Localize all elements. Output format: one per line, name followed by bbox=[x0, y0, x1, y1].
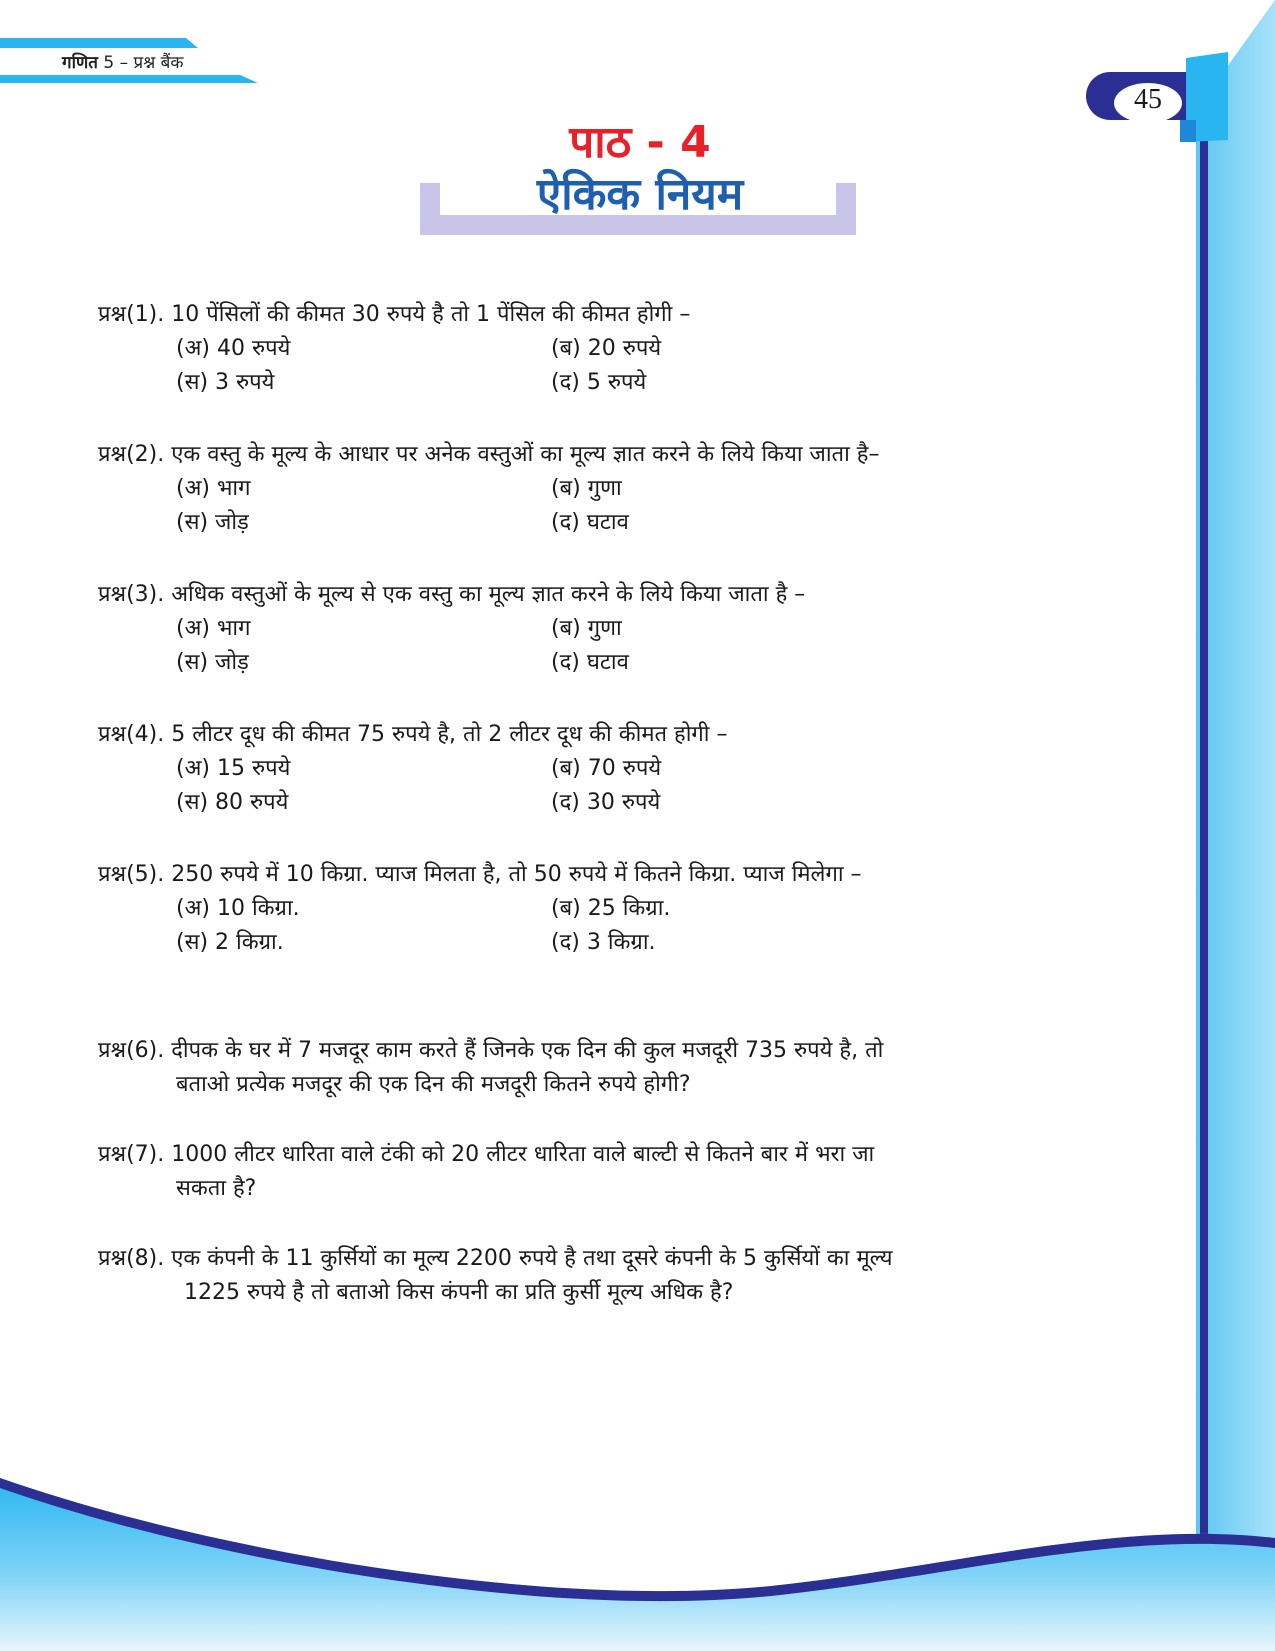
question-7 bbox=[98, 1138, 1158, 1206]
lesson-title: ऐकिक नियम bbox=[536, 169, 744, 220]
option-c: (स) जोड़ bbox=[176, 650, 249, 675]
question-3 bbox=[98, 578, 1158, 680]
option-c: (स) 80 रुपये bbox=[176, 790, 289, 815]
question-text: प्रश्न(1). 10 पेंसिलों की कीमत 30 रुपये है तो 1 पेंसिल की कीमत होगी – bbox=[98, 302, 691, 327]
option-c: (स) 3 रुपये bbox=[176, 370, 275, 395]
lesson-number: पाठ - 4 bbox=[569, 117, 711, 168]
question-text: प्रश्न(3). अधिक वस्तुओं के मूल्य से एक वस्तु का मूल्य ज्ञात करने के लिये किया जाता है – bbox=[98, 582, 806, 607]
options bbox=[98, 612, 1158, 680]
header-book: प्रश्न बैंक bbox=[133, 53, 184, 73]
option-a: (अ) 15 रुपये bbox=[176, 756, 291, 781]
option-a: (अ) 10 किग्रा. bbox=[176, 896, 300, 921]
question-text: प्रश्न(7). 1000 लीटर धारिता वाले टंकी को 20 लीटर धारिता वाले बाल्टी से कितने बार में भरा जा bbox=[98, 1142, 875, 1167]
header-label bbox=[62, 50, 183, 73]
question-text: प्रश्न(5). 250 रुपये में 10 किग्रा. प्याज मिलता है, तो 50 रुपये में कितने किग्रा. प्याज मिलेगा – bbox=[98, 862, 862, 887]
option-b: (ब) 20 रुपये bbox=[551, 336, 662, 361]
header-ribbon bbox=[0, 38, 198, 48]
option-b: (ब) गुणा bbox=[551, 476, 622, 501]
option-d: (द) घटाव bbox=[551, 650, 629, 675]
option-d: (द) 5 रुपये bbox=[551, 370, 647, 395]
question-2 bbox=[98, 438, 1158, 540]
option-b: (ब) 70 रुपये bbox=[551, 756, 662, 781]
question-6 bbox=[98, 1034, 1158, 1102]
header-dash: – bbox=[119, 53, 129, 73]
question-text: प्रश्न(2). एक वस्तु के मूल्य के आधार पर अनेक वस्तुओं का मूल्य ज्ञात करने के लिये किया जाता है– bbox=[98, 442, 880, 467]
option-d: (द) 30 रुपये bbox=[551, 790, 661, 815]
option-b: (ब) गुणा bbox=[551, 616, 622, 641]
options bbox=[98, 752, 1158, 820]
options bbox=[98, 892, 1158, 960]
question-4 bbox=[98, 718, 1158, 820]
question-text: प्रश्न(8). एक कंपनी के 11 कुर्सियों का मूल्य 2200 रुपये है तथा दूसरे कंपनी के 5 कुर्सियों का मूल्य bbox=[98, 1246, 893, 1271]
option-a: (अ) 40 रुपये bbox=[176, 336, 291, 361]
question-1 bbox=[98, 298, 1158, 400]
bottom-wave bbox=[0, 1478, 1275, 1651]
question-text: प्रश्न(4). 5 लीटर दूध की कीमत 75 रुपये है, तो 2 लीटर दूध की कीमत होगी – bbox=[98, 722, 728, 747]
option-c: (स) 2 किग्रा. bbox=[176, 930, 284, 955]
option-b: (ब) 25 किग्रा. bbox=[551, 896, 671, 921]
question-8 bbox=[98, 1242, 1158, 1310]
option-d: (द) 3 किग्रा. bbox=[551, 930, 656, 955]
options bbox=[98, 332, 1158, 400]
question-continuation: बताओ प्रत्येक मजदूर की एक दिन की मजदूरी कितने रुपये होगी? bbox=[176, 1072, 691, 1097]
question-5 bbox=[98, 858, 1158, 960]
option-a: (अ) भाग bbox=[176, 476, 251, 501]
option-c: (स) जोड़ bbox=[176, 510, 249, 535]
question-text: प्रश्न(6). दीपक के घर में 7 मजदूर काम करते हैं जिनके एक दिन की कुल मजदूरी 735 रुपये है, तो bbox=[98, 1038, 884, 1063]
option-a: (अ) भाग bbox=[176, 616, 251, 641]
header-subject: गणित bbox=[62, 53, 98, 73]
option-d: (द) घटाव bbox=[551, 510, 629, 535]
header-grade: 5 bbox=[103, 53, 115, 73]
options bbox=[98, 472, 1158, 540]
page-number: 45 bbox=[1134, 84, 1162, 115]
question-continuation: 1225 रुपये है तो बताओ किस कंपनी का प्रति कुर्सी मूल्य अधिक है? bbox=[184, 1280, 734, 1305]
question-continuation: सकता है? bbox=[176, 1176, 257, 1201]
